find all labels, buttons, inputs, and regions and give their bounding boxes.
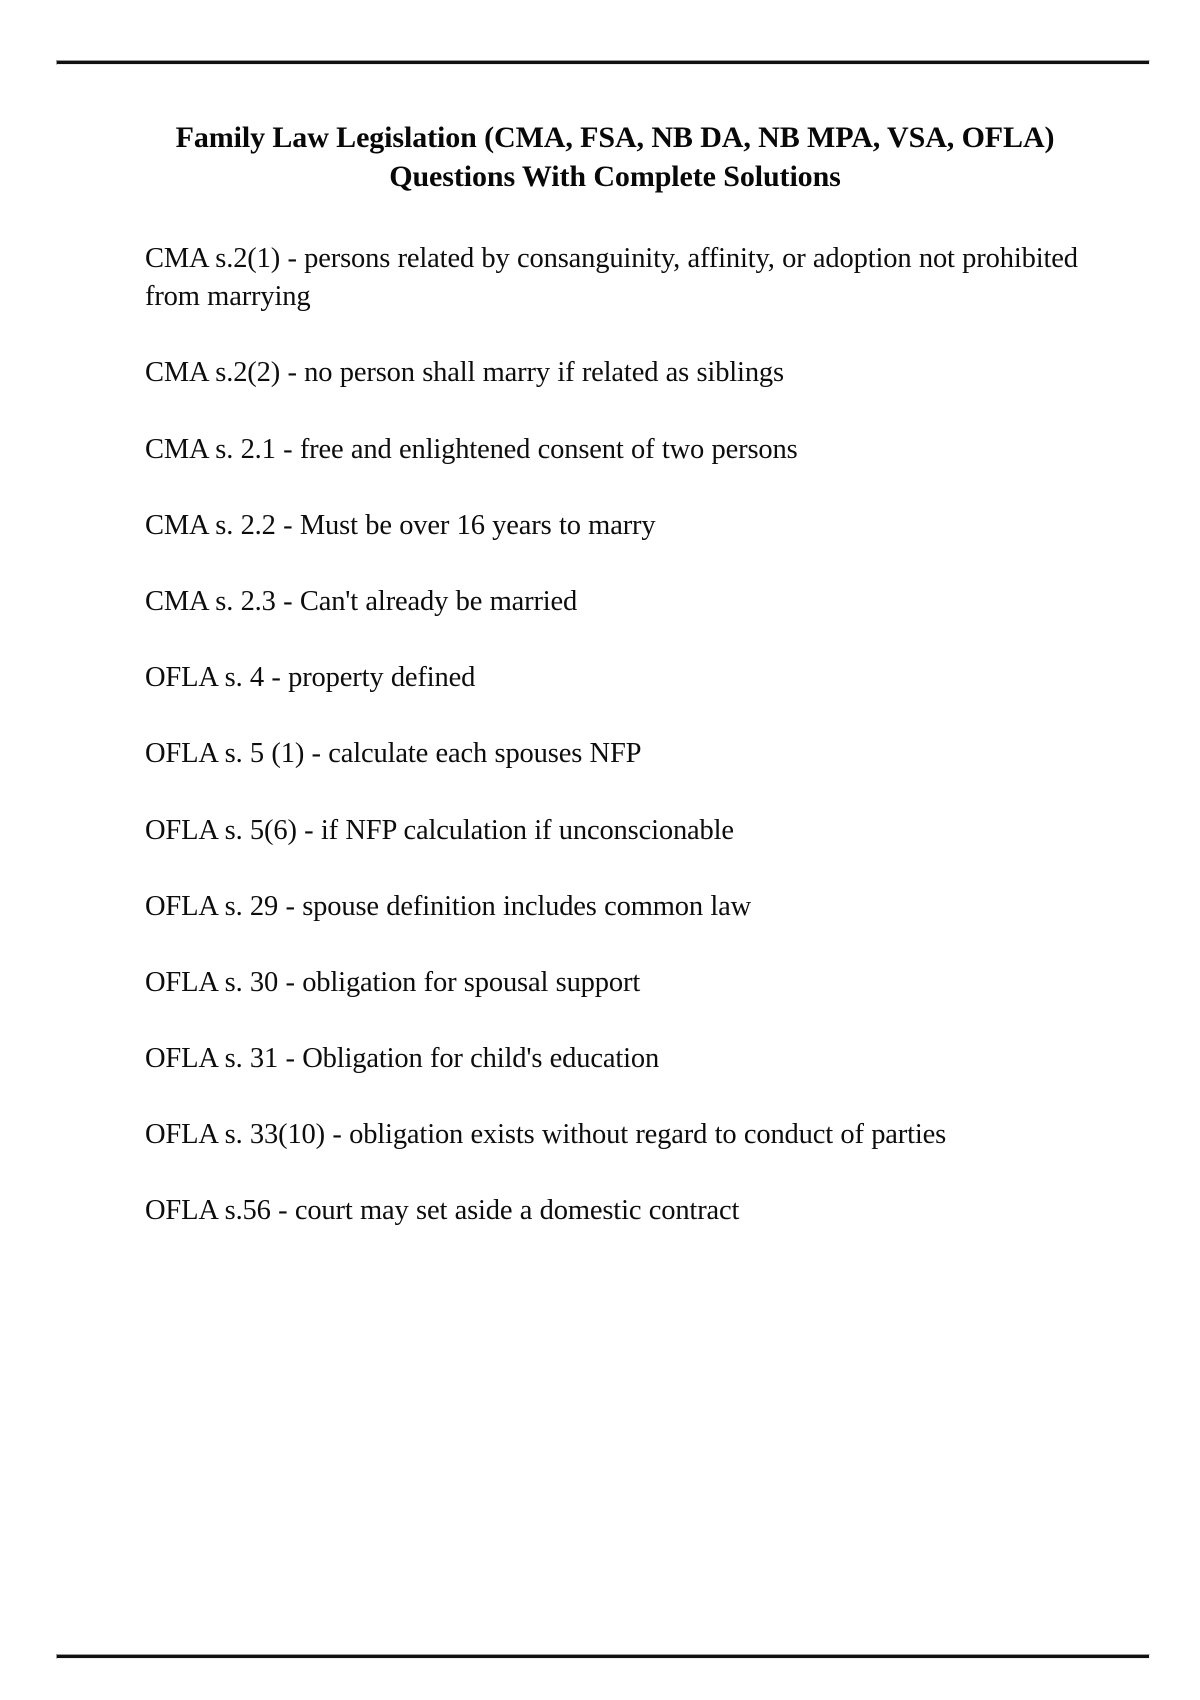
paragraph: CMA s. 2.3 - Can't already be married [145, 585, 578, 617]
paragraph: CMA s.2(1) - persons related by consanguinity, affinity, or adoption not prohibited from marrying [145, 243, 1078, 313]
document-content [145, 118, 1085, 1231]
paragraph: OFLA s. 5(6) - if NFP calculation if unconscionable [145, 814, 734, 846]
paragraph: CMA s. 2.2 - Must be over 16 years to marry [145, 509, 656, 541]
paragraph: OFLA s. 31 - Obligation for child's education [145, 1043, 660, 1075]
paragraph: OFLA s. 4 - property defined [145, 662, 476, 694]
footer-rule [56, 1654, 1150, 1659]
document-body [145, 240, 1085, 1231]
paragraph: OFLA s. 29 - spouse definition includes common law [145, 890, 752, 922]
page-title: Family Law Legislation (CMA, FSA, NB DA, NB MPA, VSA, OFLA) Questions With Complete Solutions [175, 121, 1055, 193]
paragraph: CMA s.2(2) - no person shall marry if related as siblings [145, 357, 784, 389]
paragraph: OFLA s. 5 (1) - calculate each spouses NFP [145, 738, 642, 770]
header-rule [56, 60, 1150, 65]
paragraph: OFLA s.56 - court may set aside a domestic contract [145, 1195, 740, 1227]
paragraph: CMA s. 2.1 - free and enlightened consent of two persons [145, 433, 798, 465]
paragraph: OFLA s. 30 - obligation for spousal support [145, 966, 641, 998]
paragraph: OFLA s. 33(10) - obligation exists without regard to conduct of parties [145, 1119, 947, 1151]
